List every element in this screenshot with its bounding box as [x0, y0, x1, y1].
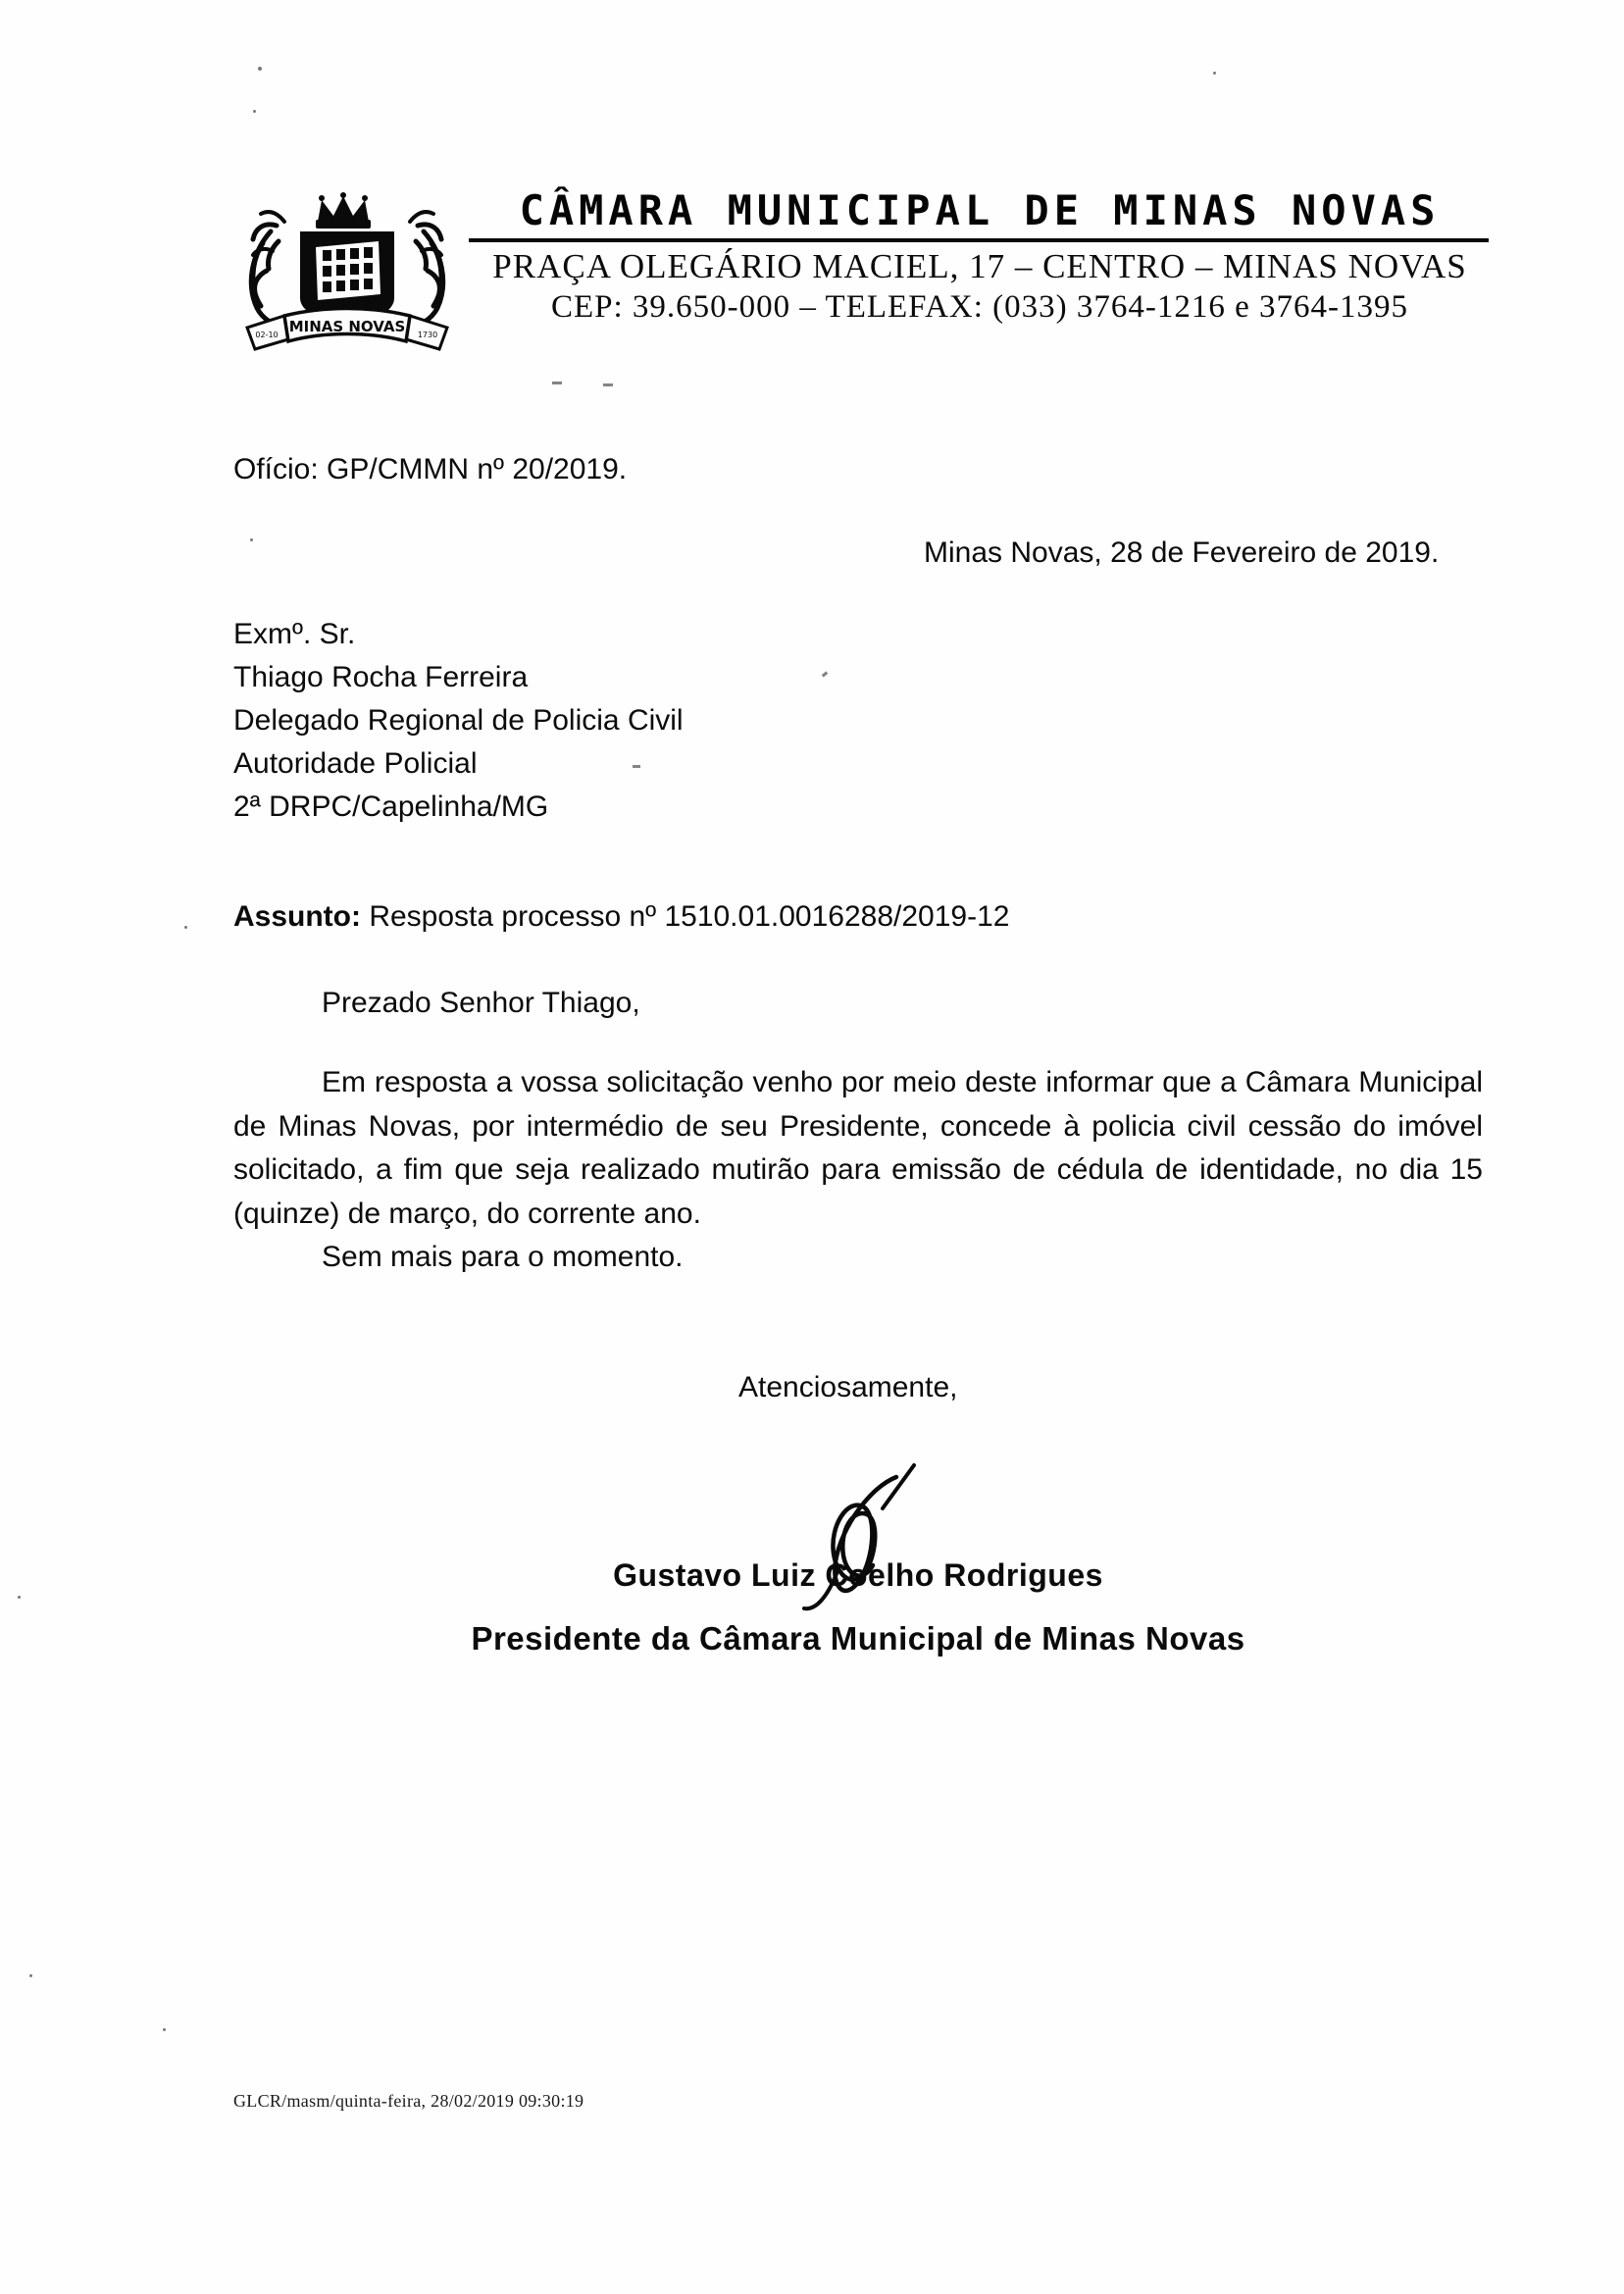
header-rule	[469, 238, 1489, 242]
reference-number: Ofício: GP/CMMN nº 20/2019.	[233, 453, 628, 485]
dateline: Minas Novas, 28 de Fevereiro de 2019.	[924, 536, 1440, 569]
logo-ribbon-left-date: 02-10	[255, 331, 279, 339]
subject-line	[233, 900, 1009, 934]
scan-artifact	[250, 538, 253, 541]
scan-artifact	[633, 765, 640, 768]
body-paragraph-1: Em resposta a vossa solicitação venho por meio deste informar que a Câmara Municipal de Minas Novas, por intermédio de seu Presidente, concede à policia civil cessão do imóvel solicitado, a fim que seja realizado mutirão para emissão de cédula de identidade, no dia 15 (quinze) de março, do corrente ano.	[233, 1066, 1483, 1230]
scan-artifact	[552, 382, 562, 384]
scan-artifact	[1213, 72, 1216, 75]
closing: Atenciosamente,	[738, 1371, 958, 1403]
scan-artifact	[258, 67, 262, 71]
subject-label: Assunto:	[233, 900, 361, 933]
scan-artifact	[603, 383, 613, 386]
recipient-role: Delegado Regional de Policia Civil	[233, 704, 684, 737]
subject-text: Resposta processo nº 1510.01.0016288/2019-12	[361, 900, 1010, 933]
scan-artifact	[29, 1974, 32, 1977]
scan-artifact	[163, 2028, 166, 2031]
logo-ribbon-right-date: 1730	[417, 331, 438, 339]
letter-body	[233, 1061, 1483, 1280]
recipient-block	[233, 613, 684, 829]
signer-name: Gustavo Luiz Coelho Rodrigues	[613, 1557, 1103, 1593]
header	[470, 186, 1490, 234]
document-footer-reference: GLCR/masm/quinta-feira, 28/02/2019 09:30:19	[233, 2091, 584, 2111]
coat-of-arms-minas-novas-icon	[233, 192, 461, 357]
scan-artifact	[184, 926, 187, 929]
scan-artifact	[18, 1596, 21, 1599]
header-address-line2: CEP: 39.650-000 – TELEFAX: (033) 3764-1216 e 3764-1395	[550, 289, 1409, 325]
salutation: Prezado Senhor Thiago,	[322, 987, 640, 1019]
scan-artifact	[822, 671, 829, 677]
organization-name: CÂMARA MUNICIPAL DE MINAS NOVAS	[519, 186, 1441, 234]
signature-block	[233, 1557, 1483, 1657]
signer-title: Presidente da Câmara Municipal de Minas Novas	[471, 1620, 1245, 1657]
logo-ribbon-text: MINAS NOVAS	[288, 318, 406, 335]
body-paragraph-2: Sem mais para o momento.	[322, 1241, 684, 1273]
recipient-authority: Autoridade Policial	[233, 747, 478, 780]
header-address-line1: PRAÇA OLEGÁRIO MACIEL, 17 – CENTRO – MINAS NOVAS	[492, 247, 1467, 285]
scan-artifact	[253, 110, 256, 113]
recipient-name: Thiago Rocha Ferreira	[233, 661, 529, 693]
recipient-honorific: Exmº. Sr.	[233, 618, 356, 650]
recipient-unit: 2ª DRPC/Capelinha/MG	[233, 790, 549, 823]
